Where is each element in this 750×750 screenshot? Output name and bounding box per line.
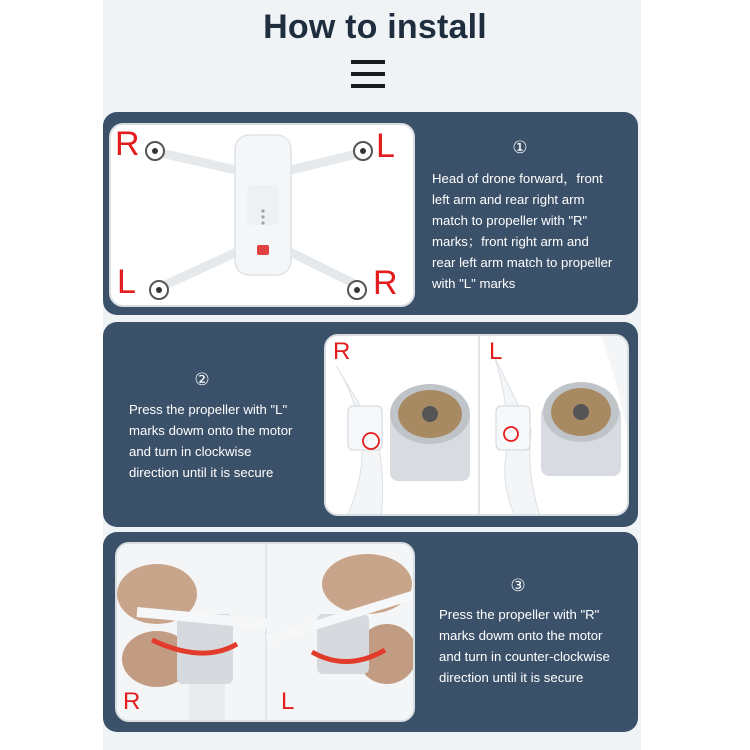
mark-rear-right: R [373,264,398,302]
motor-rear-left [150,281,168,299]
mark-front-right: L [376,127,395,165]
motor-rear-right [348,281,366,299]
propeller-motor-illustration [326,336,629,516]
step-3-text: Press the propeller with "R" marks dowm onto the motor and turn in counter-clockwise direction until it is secure [439,607,610,685]
step-2-panel [103,322,638,527]
motor-front-left [146,142,164,160]
motor-front-right [354,142,372,160]
step-2-text: Press the propeller with "L" marks dowm onto the motor and turn in clockwise direction until it is secure [129,402,293,480]
step-1-panel [103,112,638,315]
page-title: How to install [263,8,487,46]
drone-top-view-photo [109,123,415,307]
propeller-r-photo [115,542,415,722]
step-3-number: ③ [510,576,526,595]
step-1-number: ① [512,138,528,157]
step-2-number: ② [194,370,210,389]
drone-illustration [111,125,415,307]
propeller-l-photo [324,334,629,516]
mark-r-label: R [123,688,141,715]
step-1-text: Head of drone forward，front left arm and rear right arm match to propeller with "R" marks；front right arm and rear left arm match to propeller with "L" marks [432,171,613,291]
menu-icon[interactable] [351,60,385,90]
mark-r-label: R [333,338,351,365]
mark-l-label: L [489,338,503,365]
step-3-panel [103,532,638,732]
mark-front-left: R [115,125,140,163]
mark-rear-left: L [117,263,136,301]
mark-l-label: L [281,688,295,715]
hand-turning-propeller-illustration [117,544,415,722]
